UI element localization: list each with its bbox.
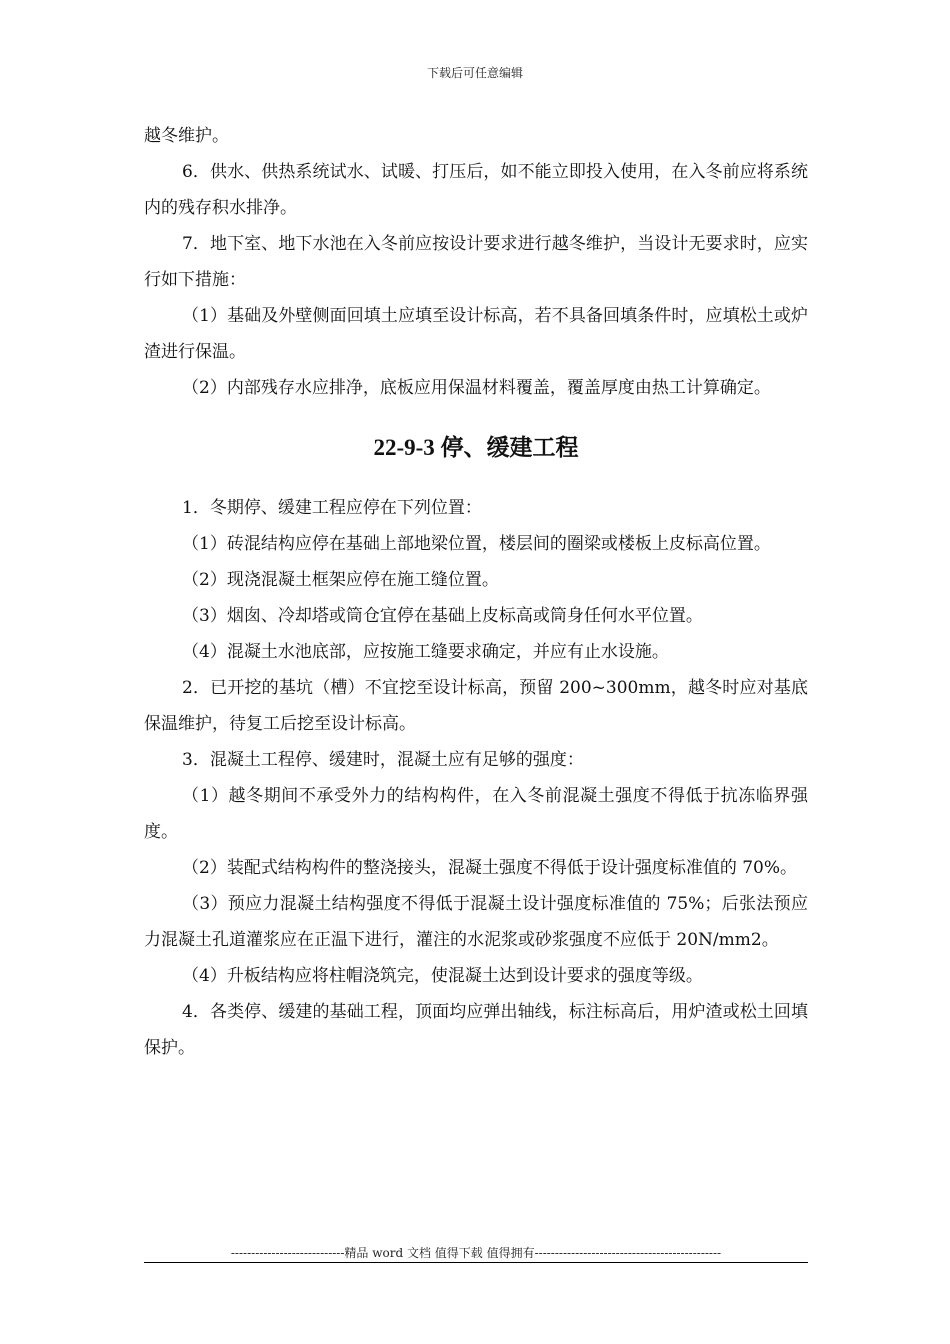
paragraph: （2）现浇混凝土框架应停在施工缝位置。: [182, 570, 499, 590]
paragraph: （4）混凝土水池底部，应按施工缝要求确定，并应有止水设施。: [182, 642, 669, 662]
paragraphs-after-heading: [144, 490, 808, 1066]
paragraph: 3．混凝土工程停、缓建时，混凝土应有足够的强度：: [182, 750, 584, 770]
paragraph: （1）越冬期间不承受外力的结构构件，在入冬前混凝土强度不得低于抗冻临界强度。: [144, 786, 808, 842]
paragraphs-before-heading: [144, 118, 808, 406]
page-footer: ----------------------------精品 word 文档 值得下载 值得拥有----------------------------------------------: [230, 1246, 722, 1260]
paragraph: 2．已开挖的基坑（槽）不宜挖至设计标高，预留 200~300mm，越冬时应对基底保温维护，待复工后挖至设计标高。: [144, 678, 808, 734]
page-header: 下载后可任意编辑: [426, 66, 523, 80]
document-body: [144, 118, 808, 1066]
paragraph: （1）砖混结构应停在基础上部地梁位置，楼层间的圈梁或楼板上皮标高位置。: [182, 534, 771, 554]
paragraph: （2）内部残存水应排净，底板应用保温材料覆盖，覆盖厚度由热工计算确定。: [182, 378, 771, 398]
paragraph: 7．地下室、地下水池在入冬前应按设计要求进行越冬维护，当设计无要求时，应实行如下措施：: [144, 234, 808, 290]
paragraph: （1）基础及外壁侧面回填土应填至设计标高，若不具备回填条件时，应填松土或炉渣进行保温。: [144, 306, 808, 362]
paragraph: （4）升板结构应将柱帽浇筑完，使混凝土达到设计要求的强度等级。: [182, 966, 703, 986]
paragraph: （3）预应力混凝土结构强度不得低于混凝土设计强度标准值的 75%；后张法预应力混凝土孔道灌浆应在正温下进行，灌注的水泥浆或砂浆强度不应低于 20N/mm2。: [144, 894, 808, 950]
section-heading: 22-9-3 停、缓建工程: [373, 435, 579, 460]
paragraph: 4．各类停、缓建的基础工程，顶面均应弹出轴线，标注标高后，用炉渣或松土回填保护。: [144, 1002, 808, 1058]
paragraph: （2）装配式结构构件的整浇接头，混凝土强度不得低于设计强度标准值的 70%。: [182, 858, 798, 878]
paragraph: 越冬维护。: [144, 126, 229, 146]
paragraph: 6．供水、供热系统试水、试暖、打压后，如不能立即投入使用，在入冬前应将系统内的残存积水排净。: [144, 162, 808, 218]
paragraph: 1．冬期停、缓建工程应停在下列位置：: [182, 498, 482, 518]
paragraph: （3）烟囱、冷却塔或筒仓宜停在基础上皮标高或筒身任何水平位置。: [182, 606, 703, 626]
footer-rule: [144, 1262, 808, 1263]
